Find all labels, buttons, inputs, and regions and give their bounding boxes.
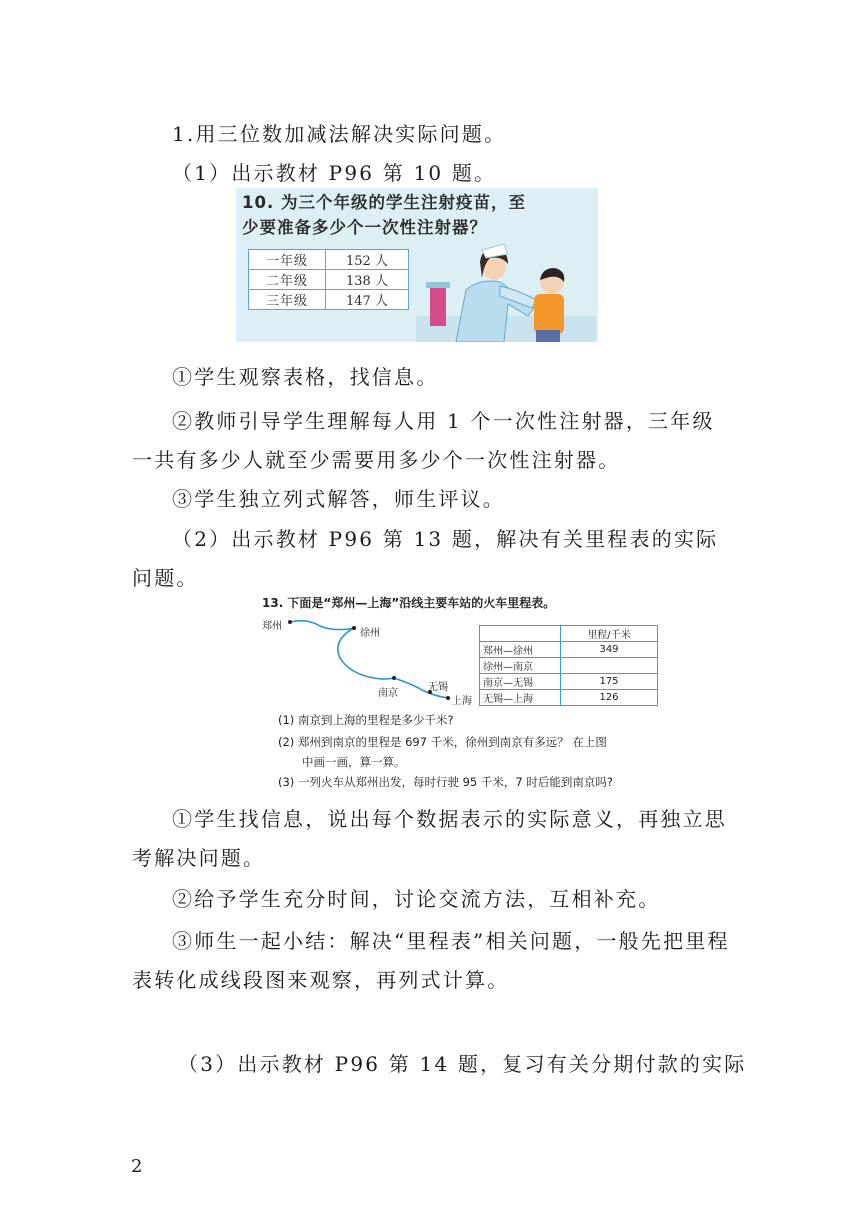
table-row: 里程/千米 — [480, 626, 658, 642]
table-row: 二年级 138 人 — [249, 270, 409, 290]
figure2-question-2-cont: 中画一画，算一算。 — [302, 755, 406, 769]
figure2-question-2: (2) 郑州到南京的里程是 697 千米，徐州到南京有多远？ 在上图 — [278, 735, 607, 749]
map-label-shanghai: 上海 — [452, 696, 472, 707]
nurse-vaccinating-child-illustration — [416, 238, 596, 342]
map-label-xuzhou: 徐州 — [360, 628, 380, 639]
paragraph-5: ③学生独立列式解答，师生评议。 — [172, 487, 505, 511]
map-label-zhengzhou: 郑州 — [262, 621, 282, 632]
page-number: 2 — [131, 1156, 143, 1177]
figure-vaccine-problem — [236, 188, 598, 342]
paragraph-2: （1）出示教材 P96 第 10 题。 — [172, 161, 497, 185]
paragraph-3: ①学生观察表格，找信息。 — [172, 365, 439, 389]
paragraph-8: ②给予学生充分时间，讨论交流方法，互相补充。 — [172, 887, 661, 911]
grade-table — [248, 249, 409, 310]
figure2-title: 13. 下面是“郑州—上海”沿线主要车站的火车里程表。 — [262, 596, 556, 610]
paragraph-10: （3）出示教材 P96 第 14 题，复习有关分期付款的实际 — [178, 1052, 747, 1076]
table-row: 南京—无锡 175 — [480, 674, 658, 690]
table-row: 郑州—徐州 349 — [480, 642, 658, 658]
figure2-question-1: (1) 南京到上海的里程是多少千米? — [278, 713, 454, 727]
paragraph-6: （2）出示教材 P96 第 13 题，解决有关里程表的实际问题。 — [132, 527, 719, 590]
table-row: 徐州—南京 — [480, 658, 658, 674]
mileage-table — [479, 625, 658, 706]
figure1-question: 10. 为三个年级的学生注射疫苗，至 少要准备多少个一次性注射器？ — [242, 193, 526, 237]
paragraph-4: ②教师引导学生理解每人用 1 个一次性注射器，三年级一共有多少人就至少需要用多少个一次性注射器。 — [132, 409, 715, 472]
table-row: 一年级 152 人 — [249, 250, 409, 270]
paragraph-7: ①学生找信息，说出每个数据表示的实际意义，再独立思考解决问题。 — [132, 807, 727, 870]
table-row: 三年级 147 人 — [249, 290, 409, 310]
figure2-question-3: (3) 一列火车从郑州出发，每时行驶 95 千米，7 时后能到南京吗? — [278, 775, 613, 789]
map-label-wuxi: 无锡 — [428, 682, 448, 693]
figure-railway-mileage — [262, 594, 670, 790]
table-row: 无锡—上海 126 — [480, 690, 658, 706]
paragraph-1: 1.用三位数加减法解决实际问题。 — [172, 122, 507, 146]
map-label-nanjing: 南京 — [378, 688, 398, 699]
paragraph-9: ③师生一起小结：解决“里程表”相关问题，一般先把里程表转化成线段图来观察，再列式计算。 — [132, 929, 730, 992]
